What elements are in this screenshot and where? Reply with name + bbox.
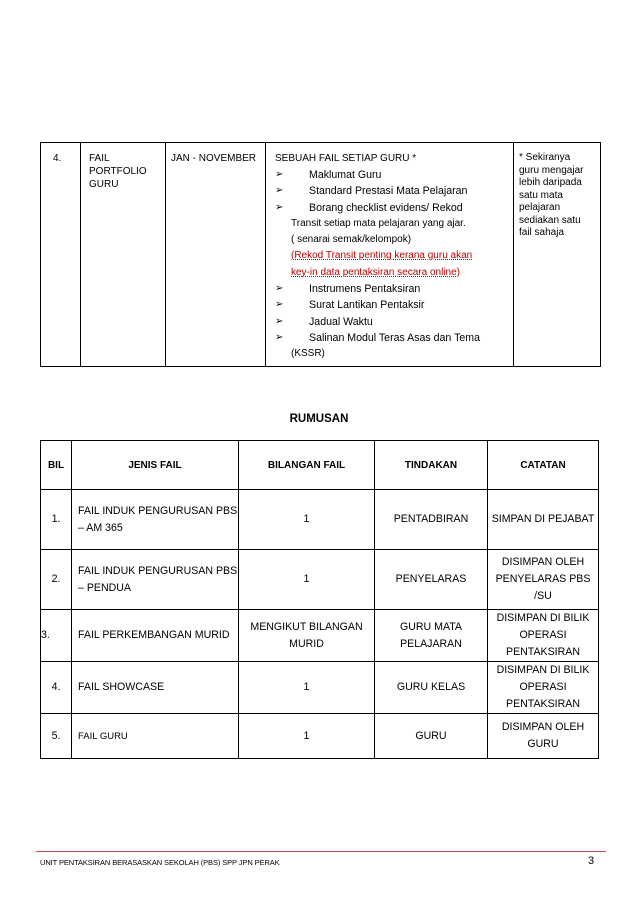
table-header-row bbox=[41, 441, 599, 490]
row-bilangan: 1 bbox=[239, 550, 375, 610]
page-number: 3 bbox=[588, 855, 595, 867]
row-jenis: FAIL INDUK PENGURUSAN PBS – AM 365 bbox=[72, 490, 239, 550]
list-item: ➢ Borang checklist evidens/ Rekod bbox=[275, 200, 507, 216]
arrow-bullet-icon: ➢ bbox=[275, 331, 284, 343]
footer-divider bbox=[36, 851, 606, 852]
list-item-continuation: Transit setiap mata pelajaran yang ajar. bbox=[291, 217, 466, 229]
list-item-continuation: (KSSR) bbox=[291, 348, 325, 360]
row-catatan: DISIMPAN OLEH GURU bbox=[488, 714, 599, 759]
red-note: (Rekod Transit penting kerana guru akan bbox=[291, 250, 473, 262]
column-header: BIL bbox=[41, 441, 72, 490]
row-tindakan: GURU bbox=[375, 714, 488, 759]
arrow-bullet-icon: ➢ bbox=[275, 201, 284, 213]
portfolio-table bbox=[40, 142, 601, 367]
summary-table bbox=[40, 440, 599, 759]
row-jenis: FAIL GURU bbox=[72, 714, 239, 759]
arrow-bullet-icon: ➢ bbox=[275, 315, 284, 327]
column-header: TINDAKAN bbox=[375, 441, 488, 490]
row-bilangan: 1 bbox=[239, 714, 375, 759]
row-number: 4. bbox=[41, 143, 81, 367]
row-tindakan: GURU KELAS bbox=[375, 662, 488, 714]
list-item: ➢ Salinan Modul Teras Asas dan Tema bbox=[275, 330, 507, 346]
row-catatan: DISIMPAN DI BILIK OPERASI PENTAKSIRAN bbox=[488, 662, 599, 714]
table-row bbox=[41, 662, 599, 714]
row-catatan: SIMPAN DI PEJABAT bbox=[488, 490, 599, 550]
arrow-bullet-icon: ➢ bbox=[275, 283, 284, 295]
list-item-subtext: ( senarai semak/kelompok) bbox=[291, 234, 412, 246]
table-row bbox=[41, 550, 599, 610]
contents-cell bbox=[266, 143, 514, 367]
arrow-bullet-icon: ➢ bbox=[275, 169, 284, 180]
column-header: CATATAN bbox=[488, 441, 599, 490]
file-name: FAIL PORTFOLIO GURU bbox=[81, 143, 166, 367]
row-bilangan: 1 bbox=[239, 662, 375, 714]
row-tindakan: GURU MATA PELAJARAN bbox=[375, 610, 488, 662]
section-title: RUMUSAN bbox=[289, 413, 349, 425]
row-jenis: FAIL SHOWCASE bbox=[72, 662, 239, 714]
arrow-bullet-icon: ➢ bbox=[275, 185, 284, 197]
table-row bbox=[41, 490, 599, 550]
row-bil: 3. bbox=[41, 610, 72, 662]
list-item: ➢ Jadual Waktu bbox=[275, 314, 507, 330]
row-bil: 1. bbox=[41, 490, 72, 550]
footer-text: UNIT PENTAKSIRAN BERASASKAN SEKOLAH (PBS) SPP JPN PERAK bbox=[40, 858, 280, 867]
row-catatan: DISIMPAN OLEH PENYELARAS PBS /SU bbox=[488, 550, 599, 610]
row-catatan: DISIMPAN DI BILIK OPERASI PENTAKSIRAN bbox=[488, 610, 599, 662]
row-tindakan: PENYELARAS bbox=[375, 550, 488, 610]
table-row bbox=[41, 610, 599, 662]
list-item: ➢ Maklumat Guru bbox=[275, 167, 507, 183]
row-tindakan: PENTADBIRAN bbox=[375, 490, 488, 550]
table-row bbox=[41, 714, 599, 759]
list-item: ➢ Surat Lantikan Pentaksir bbox=[275, 297, 507, 313]
arrow-bullet-icon: ➢ bbox=[275, 299, 284, 311]
list-item: ➢ Instrumens Pentaksiran bbox=[275, 281, 507, 297]
column-header: BILANGAN FAIL bbox=[239, 441, 375, 490]
row-bil: 5. bbox=[41, 714, 72, 759]
column-header: JENIS FAIL bbox=[72, 441, 239, 490]
red-note: key-in data pentaksiran secara online) bbox=[291, 266, 460, 278]
note-cell: * Sekiranya guru mengajar lebih daripada satu mata pelajaran sediakan satu fail sahaja bbox=[514, 143, 601, 367]
row-bilangan: 1 bbox=[239, 490, 375, 550]
list-item: ➢ Standard Prestasi Mata Pelajaran bbox=[275, 183, 507, 199]
file-period: JAN - NOVEMBER bbox=[166, 143, 266, 367]
row-jenis: FAIL PERKEMBANGAN MURID bbox=[72, 610, 239, 662]
contents-heading: SEBUAH FAIL SETIAP GURU * bbox=[275, 153, 417, 164]
row-bilangan: MENGIKUT BILANGAN MURID bbox=[239, 610, 375, 662]
row-jenis: FAIL INDUK PENGURUSAN PBS – PENDUA bbox=[72, 550, 239, 610]
row-bil: 4. bbox=[41, 662, 72, 714]
row-bil: 2. bbox=[41, 550, 72, 610]
